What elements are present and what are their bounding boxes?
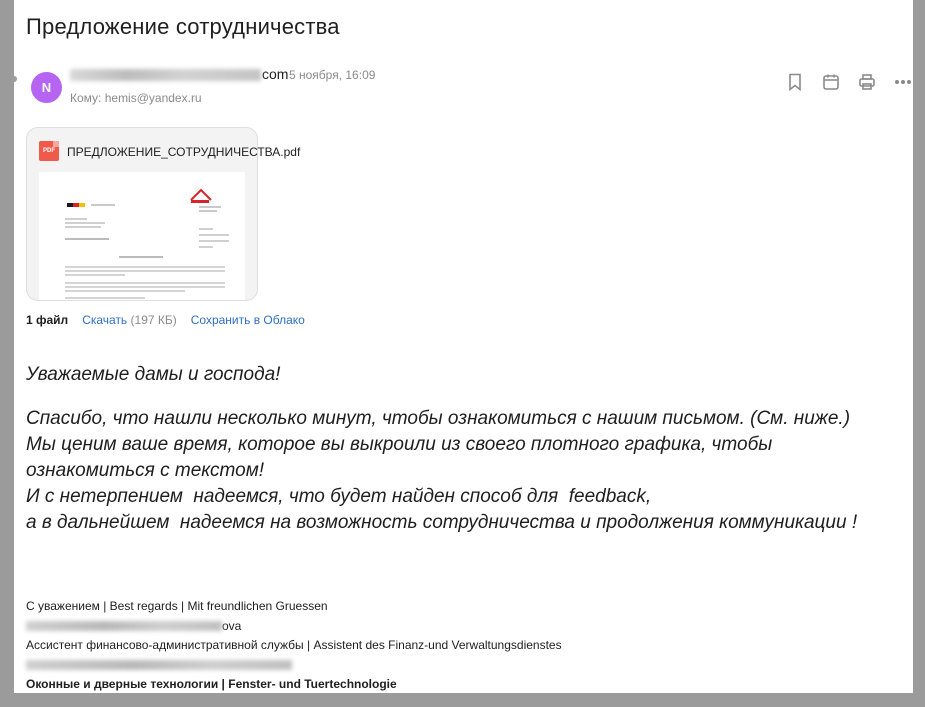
unread-dot (11, 76, 17, 82)
files-count: 1 файл (26, 313, 69, 327)
signature-regards: С уважением | Best regards | Mit freundlichen Gruessen (26, 599, 328, 613)
email-date: 5 ноября, 16:09 (289, 68, 376, 82)
body-line: ознакомиться с текстом! (26, 460, 265, 481)
save-to-cloud-link[interactable]: Сохранить в Облако (190, 313, 305, 327)
calendar-icon[interactable] (822, 72, 840, 92)
download-link[interactable]: Скачать (82, 313, 128, 327)
recipient-line[interactable]: Кому: hemis@yandex.ru (70, 91, 202, 105)
bookmark-icon[interactable] (786, 72, 804, 92)
signature-position: Ассистент финансово-административной службы | Assistent des Finanz-und Verwaltungsdienstes (26, 638, 562, 652)
sender-address[interactable] (70, 66, 288, 82)
more-icon[interactable] (894, 72, 912, 92)
body-line: а в дальнейшем надеемся на возможность сотрудничества и продолжения коммуникации ! (26, 512, 858, 533)
signature-name-redacted (26, 621, 222, 631)
email-view (14, 0, 913, 693)
attachment-file-name[interactable]: ПРЕДЛОЖЕНИЕ_СОТРУДНИЧЕСТВА.pdf (67, 145, 301, 159)
body-line: И с нетерпением надеемся, что будет найден способ для feedback, (26, 486, 652, 507)
signature-name (26, 617, 562, 637)
message-toolbar (786, 72, 912, 92)
pdf-file-icon: PDF (39, 141, 59, 161)
sender-avatar[interactable]: N (31, 72, 62, 103)
download-action[interactable] (82, 313, 177, 327)
body-greeting: Уважаемые дамы и господа! (26, 364, 281, 385)
signature-name-suffix: ova (222, 618, 242, 633)
download-size: (197 КБ) (130, 313, 177, 327)
body-line: Спасибо, что нашли несколько минут, чтобы ознакомиться с нашим письмом. (См. ниже.) (26, 408, 851, 429)
email-subject: Предложение сотрудничества (26, 14, 340, 39)
email-signature (26, 597, 562, 695)
print-icon[interactable] (858, 72, 876, 92)
signature-company-redacted (26, 660, 292, 670)
email-body (26, 362, 906, 536)
signature-tagline: Оконные и дверные технологии | Fenster- und Tuertechnologie (26, 677, 397, 691)
attachment-card[interactable] (26, 127, 301, 301)
attachments-actions (26, 313, 305, 327)
signature-company (26, 656, 562, 676)
body-line: Мы ценим ваше время, которое вы выкроили из своего плотного графика, чтобы (26, 434, 773, 455)
sender-domain-suffix: com (262, 66, 289, 82)
document-thumbnail-image (39, 172, 245, 300)
sender-redacted (70, 69, 261, 81)
attachment-preview[interactable] (39, 172, 245, 300)
